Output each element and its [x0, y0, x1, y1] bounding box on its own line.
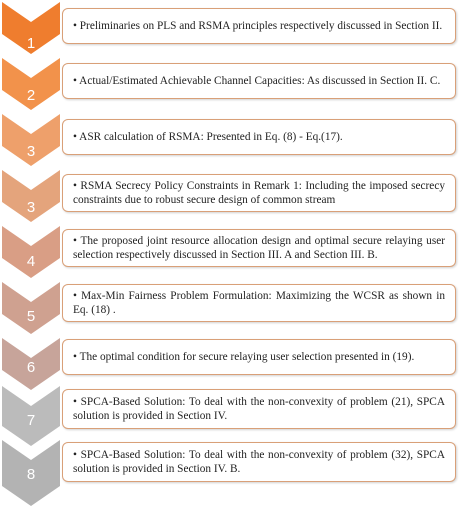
- step-1-box: [62, 8, 456, 44]
- step-5-box: [62, 229, 456, 267]
- step-2-box: [62, 63, 456, 99]
- step-9-box: [62, 442, 456, 482]
- step-7-text: • The optimal condition for secure relaying user selection presented in (19).: [73, 351, 415, 363]
- step-8-number: 7: [26, 412, 36, 429]
- step-6-number: 5: [26, 308, 36, 325]
- step-6-box: [62, 284, 456, 322]
- step-3-text: • ASR calculation of RSMA: Presented in Eq. (8) - Eq.(17).: [73, 131, 343, 143]
- step-4-text: • RSMA Secrecy Policy Constraints in Remark 1: Including the imposed secrecy constraints due to robust secure design of common stream: [73, 180, 445, 206]
- step-8-text: • SPCA-Based Solution: To deal with the non-convexity of problem (21), SPCA solution is provided in Section IV.: [73, 396, 445, 422]
- step-8-box: [62, 389, 456, 429]
- step-6-text: • Max-Min Fairness Problem Formulation: Maximizing the WCSR as shown in Eq. (18) .: [73, 290, 445, 316]
- step-2-text: • Actual/Estimated Achievable Channel Capacities: As discussed in Section II. C.: [73, 75, 441, 87]
- step-7-box: [62, 339, 456, 375]
- step-3-box: [62, 119, 456, 155]
- step-9-text: • SPCA-Based Solution: To deal with the non-convexity of problem (32), SPCA solution is provided in Section IV. B.: [73, 449, 445, 475]
- step-7-number: 6: [26, 359, 36, 376]
- step-4-number: 3: [26, 199, 36, 216]
- step-9-number: 8: [26, 466, 36, 483]
- step-5-number: 4: [26, 253, 36, 270]
- step-4-box: [62, 174, 456, 212]
- step-1-text: • Preliminaries on PLS and RSMA principles respectively discussed in Section II.: [73, 20, 443, 32]
- step-3-number: 3: [26, 143, 36, 160]
- step-5-text: • The proposed joint resource allocation design and optimal secure relaying user selection respectively discussed in Section III. A and Section III. B.: [73, 235, 445, 261]
- step-1-number: 1: [26, 35, 36, 52]
- step-2-number: 2: [26, 87, 36, 104]
